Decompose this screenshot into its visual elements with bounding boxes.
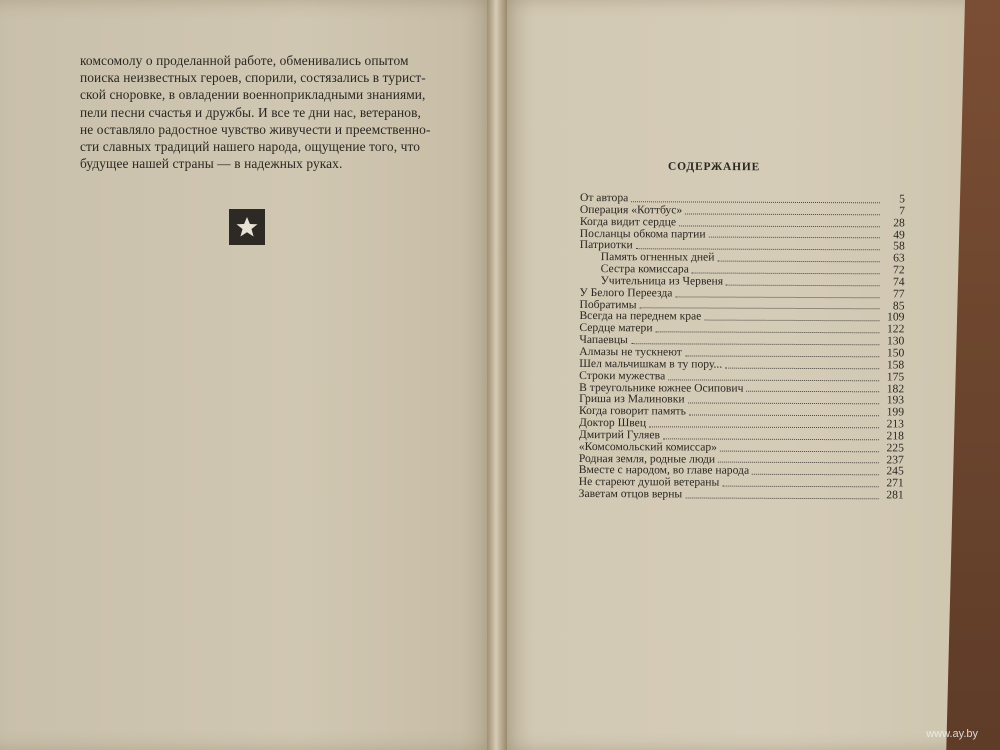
toc-leader-dots (631, 337, 880, 345)
toc-entry-title: Сердце матери (579, 321, 653, 335)
toc-entry-page: 158 (886, 358, 905, 372)
toc-leader-dots (668, 373, 879, 381)
text-line: поиска неизвестных героев, спорили, состязались в турист- (80, 70, 426, 86)
toc-entry-title: Алмазы не тускнеют (579, 345, 682, 359)
toc-entry-title: Когда видит сердце (579, 214, 677, 229)
toc-leader-dots (725, 361, 879, 369)
toc-entry-page: 150 (886, 346, 905, 360)
toc-entry-title: Гриша из Малиновки (579, 392, 685, 406)
toc-entry-title: Шел мальчишкам в ту пору... (579, 356, 723, 371)
text-line: сти славных традиций нашего народа, ощущение того, что (80, 139, 421, 155)
toc-leader-dots (649, 420, 879, 428)
toc-leader-dots (689, 409, 879, 417)
toc-entry-title: Патриотки (579, 238, 633, 252)
toc-entry-page: 49 (893, 227, 905, 241)
toc-leader-dots (685, 207, 880, 215)
toc-leader-dots (718, 456, 879, 464)
toc-entry-page: 218 (886, 429, 904, 443)
text-line: ской сноровке, в овладении военноприкладными знаниями, (80, 87, 426, 103)
toc-entry-title: Чапаевцы (579, 333, 628, 347)
toc-heading: СОДЕРЖАНИЕ (668, 160, 761, 174)
toc-entry-page: 237 (886, 452, 904, 467)
toc-entry-title: Всегда на переднем крае (579, 309, 702, 324)
toc-entry-page: 225 (886, 441, 904, 455)
toc-entry-title: В треугольнике южнее Осипович (579, 380, 744, 395)
toc-entry-title: Сестра комиссара (600, 262, 689, 276)
toc-entry-page: 281 (886, 488, 904, 502)
toc-leader-dots (679, 219, 880, 227)
toc-leader-dots (752, 468, 879, 476)
toc-entry-page: 63 (893, 251, 905, 265)
text-line: комсомолу о проделанной работе, обменивались опытом (80, 53, 409, 68)
toc-entry-page: 245 (886, 464, 904, 478)
toc-entry-page: 74 (892, 275, 905, 289)
toc-leader-dots (726, 278, 880, 286)
toc-entry-page: 5 (899, 192, 906, 206)
toc-entry-page: 130 (886, 334, 905, 348)
toc-leader-dots (720, 444, 879, 452)
book-gutter (487, 0, 507, 750)
toc-entry-page: 213 (886, 417, 905, 431)
toc-leader-dots (688, 397, 880, 405)
watermark: www.ay.by (926, 728, 978, 740)
toc-entry (579, 488, 904, 501)
toc-leader-dots (704, 314, 879, 322)
toc-entry-page: 28 (893, 216, 905, 230)
toc-entry-title: Доктор Швец (578, 416, 647, 430)
toc-leader-dots (675, 290, 879, 298)
table-of-contents (579, 192, 905, 501)
toc-leader-dots (746, 385, 879, 393)
toc-entry-title: От автора (579, 191, 629, 205)
toc-leader-dots (640, 302, 880, 310)
toc-entry-title: Вместе с народом, во главе народа (578, 463, 750, 478)
left-page-text (80, 52, 452, 172)
toc-entry-page: 7 (899, 204, 905, 218)
toc-leader-dots (685, 491, 878, 499)
toc-entry-page: 122 (886, 322, 905, 336)
toc-entry-page: 193 (886, 393, 905, 407)
toc-entry-title: Строки мужества (579, 368, 666, 383)
text-line: будущее нашей страны — в надежных руках. (80, 156, 343, 172)
toc-leader-dots (636, 242, 880, 250)
toc-leader-dots (663, 432, 879, 440)
toc-entry-title: Дмитрий Гуляев (578, 427, 661, 442)
toc-entry-page: 199 (886, 405, 905, 419)
toc-leader-dots (717, 255, 879, 263)
toc-entry-title: Побратимы (579, 297, 637, 311)
star-ornament (229, 209, 265, 245)
toc-leader-dots (631, 195, 880, 203)
toc-entry-page: 58 (893, 239, 905, 253)
toc-leader-dots (692, 266, 880, 274)
toc-entry-page: 85 (892, 299, 905, 313)
toc-entry-page: 109 (887, 310, 905, 324)
toc-entry-title: Когда говорит память (579, 404, 686, 418)
toc-leader-dots (722, 480, 878, 488)
toc-leader-dots (709, 231, 880, 239)
toc-entry-title: Учительница из Червеня (600, 274, 724, 288)
toc-entry-page: 182 (886, 381, 905, 395)
toc-leader-dots (656, 325, 880, 333)
toc-entry-title: Не стареют душой ветераны (578, 475, 720, 489)
toc-entry-title: Посланцы обкома партии (579, 226, 706, 241)
toc-entry-title: «Комсомольский комиссар» (578, 439, 717, 454)
toc-entry-title: Родная земля, родные люди (578, 451, 716, 466)
toc-entry-page: 175 (886, 370, 905, 384)
toc-entry-page: 72 (893, 263, 905, 277)
toc-entry-title: Операция «Коттбус» (579, 202, 683, 217)
toc-leader-dots (685, 349, 880, 357)
text-line: не оставляло радостное чувство живучести и преемственно- (80, 121, 431, 137)
text-line: пели песни счастья и дружбы. И все те дни нас, ветеранов, (80, 104, 421, 120)
toc-entry-title: Память огненных дней (600, 250, 715, 264)
toc-entry-title: Заветам отцов верны (578, 487, 683, 501)
toc-entry-page: 271 (886, 476, 904, 490)
star-icon (235, 215, 259, 239)
toc-entry-title: У Белого Переезда (579, 285, 673, 300)
toc-entry-page: 77 (892, 287, 905, 301)
